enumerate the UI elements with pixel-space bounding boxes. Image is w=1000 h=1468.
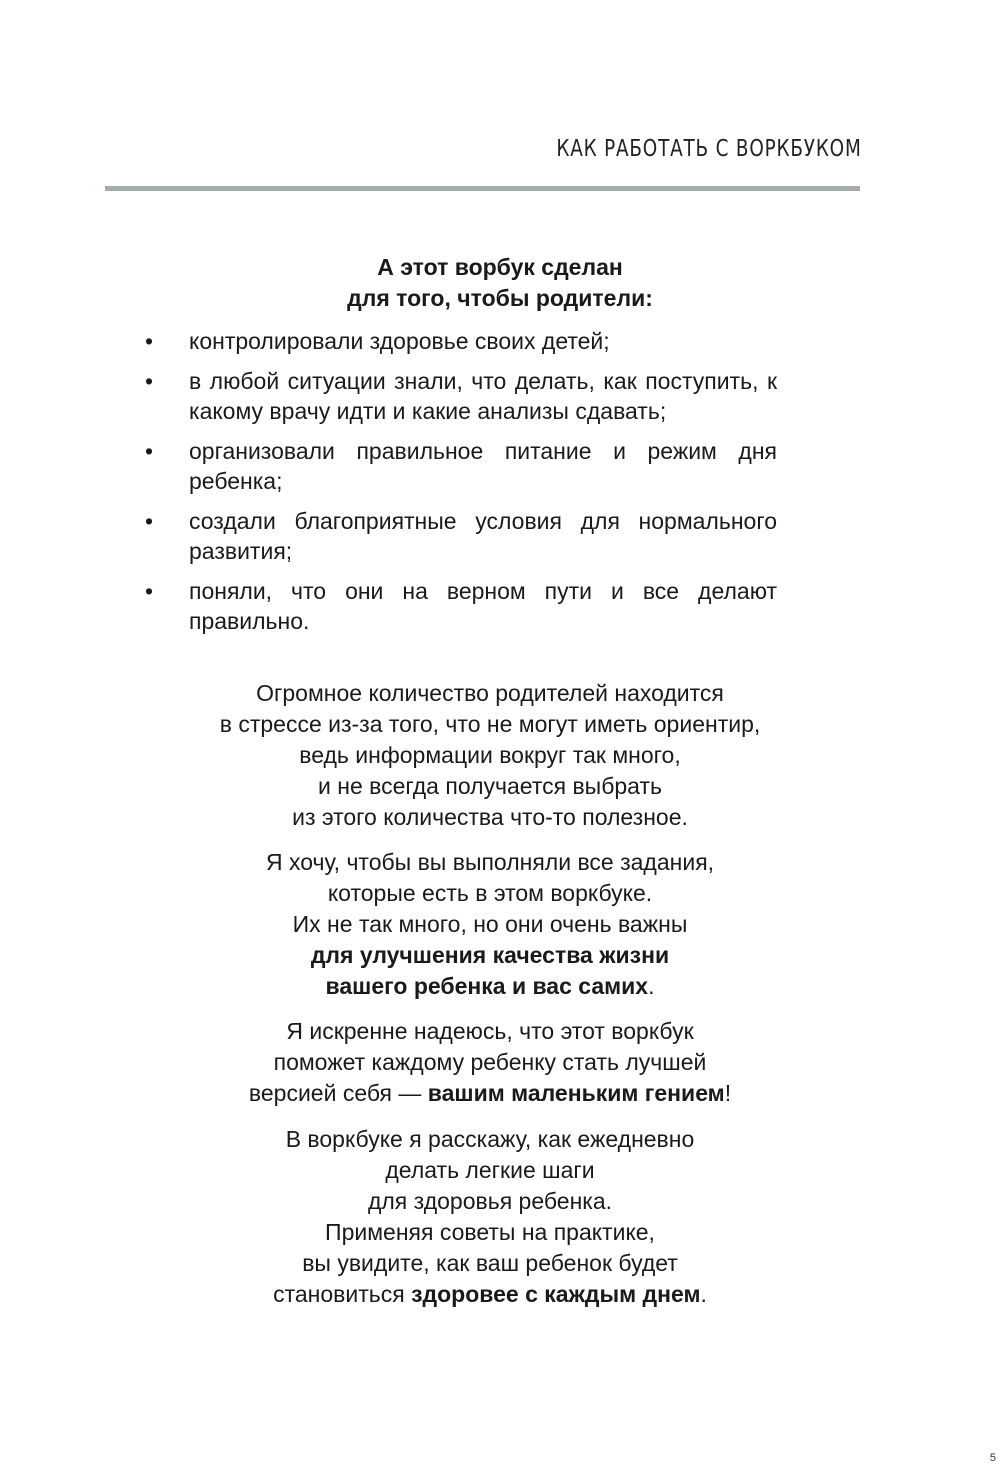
paragraph-line: поможет каждому ребенку стать лучшей — [273, 1049, 707, 1075]
page-number: 5 — [989, 1452, 996, 1464]
paragraph-hope — [100, 1016, 880, 1109]
paragraph-tasks — [100, 847, 880, 1002]
paragraph-line: Я хочу, чтобы вы выполняли все задания, — [265, 849, 715, 875]
paragraph-line: из этого количества что-то полезное. — [292, 804, 688, 830]
paragraph-line: и не всегда получается выбрать — [318, 773, 662, 799]
emphasis-text: вашего ребенка и вас самих — [325, 973, 649, 999]
header-rule — [105, 186, 860, 191]
paragraph-line: версией себя — — [248, 1080, 428, 1106]
intro-heading-line: для того, чтобы родители: — [347, 285, 653, 311]
punctuation: . — [648, 973, 655, 999]
paragraph-steps — [100, 1124, 880, 1310]
goals-list — [145, 326, 777, 646]
intro-heading — [0, 252, 1000, 314]
paragraph-line: в стрессе из-за того, что не могут иметь ориентир, — [219, 711, 761, 737]
punctuation: ! — [724, 1080, 732, 1106]
paragraph-line: Применяя советы на практике, — [325, 1219, 655, 1245]
paragraph-line: ведь информации вокруг так много, — [299, 742, 681, 768]
paragraph-line: вы увидите, как ваш ребенок будет — [302, 1250, 678, 1276]
punctuation: . — [700, 1281, 707, 1307]
paragraph-line: становиться — [273, 1281, 412, 1307]
goal-item: • контролировали здоровье своих детей; — [145, 326, 777, 356]
goal-item: • в любой ситуации знали, что делать, как поступить, к какому врачу идти и какие анализы сдавать; — [145, 366, 777, 426]
emphasis-text: для улучшения качества жизни — [310, 942, 670, 968]
paragraph-line: В воркбуке я расскажу, как ежедневно — [285, 1126, 695, 1152]
emphasis-text: вашим маленьким гением — [427, 1080, 725, 1106]
goal-item: • организовали правильное питание и режим дня ребенка; — [145, 436, 777, 496]
paragraph-line: Огромное количество родителей находится — [256, 680, 724, 706]
paragraph-line: для здоровья ребенка. — [367, 1188, 613, 1214]
paragraph-line: Их не так много, но они очень важны — [292, 911, 688, 937]
goal-item: • поняли, что они на верном пути и все делают правильно. — [145, 576, 777, 636]
intro-heading-line: А этот ворбук сделан — [377, 254, 623, 280]
paragraph-line: делать легкие шаги — [385, 1157, 595, 1183]
paragraph-line: которые есть в этом воркбуке. — [327, 880, 653, 906]
goal-item: • создали благоприятные условия для нормального развития; — [145, 506, 777, 566]
running-head: КАК РАБОТАТЬ С ВОРКБУКОМ — [556, 136, 862, 162]
paragraph-line: Я искренне надеюсь, что этот воркбук — [286, 1018, 694, 1044]
paragraph-stress — [100, 678, 880, 833]
emphasis-text: здоровее с каждым днем — [411, 1281, 701, 1307]
